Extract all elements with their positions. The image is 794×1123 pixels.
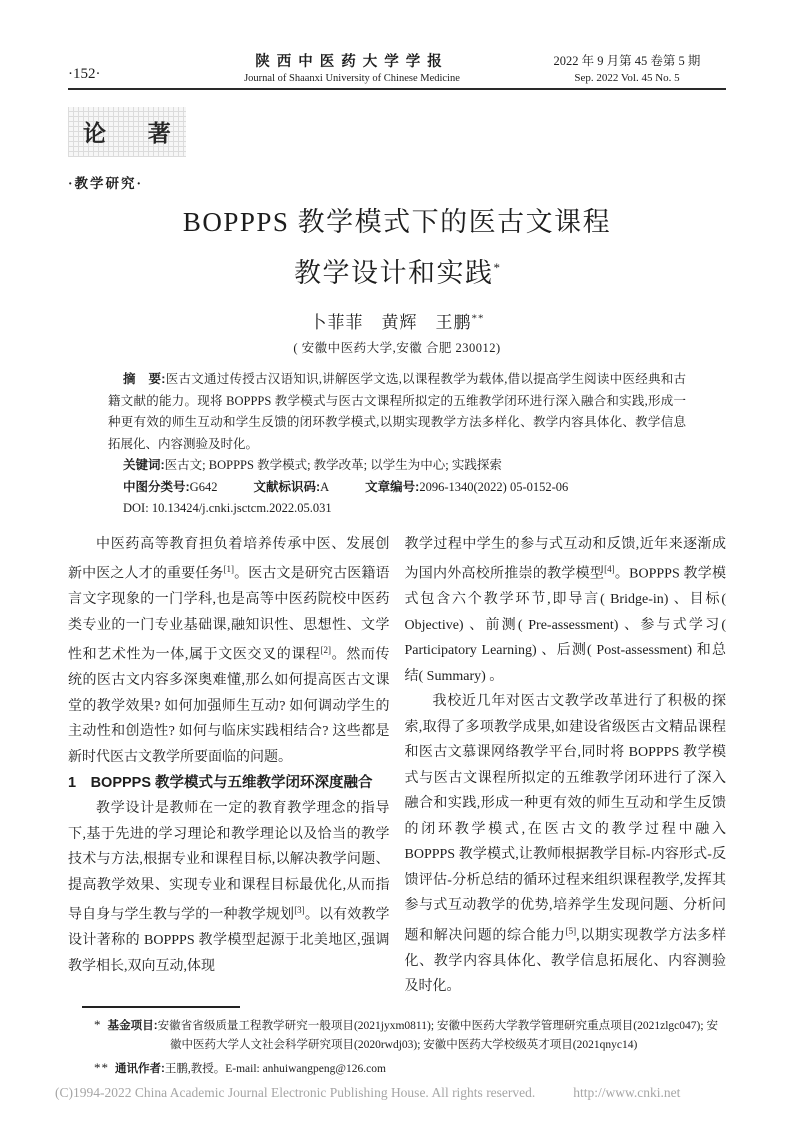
footnote-separator xyxy=(82,1006,240,1008)
fund-footnote-mark: * xyxy=(94,1016,102,1032)
article-title-line2: 教学设计和实践* xyxy=(294,258,500,288)
doc-code-label: 文献标识码: xyxy=(253,479,321,494)
issue-info-en: Sep. 2022 Vol. 45 No. 5 xyxy=(574,72,680,84)
corresponding-footnote xyxy=(94,1058,718,1080)
corresponding-footnote-label: 通讯作者: xyxy=(115,1062,165,1075)
abstract-label: 摘 要: xyxy=(123,372,166,386)
body-right-column xyxy=(405,532,727,1000)
title-footnote-mark: * xyxy=(493,260,500,275)
affiliation: ( 安徽中医药大学,安徽 合肥 230012) xyxy=(293,341,501,355)
section-heading: 1 BOPPPS 教学模式与五维教学闭环深度融合 xyxy=(68,775,373,792)
article-body xyxy=(68,532,726,1000)
page-number: ·152· xyxy=(68,66,101,82)
doi-line: DOI: 10.13424/j.cnki.jsctcm.2022.05.031 xyxy=(123,501,332,515)
authors: 卜菲菲 黄辉 王鹏 xyxy=(309,313,472,332)
paragraph: 教学过程中学生的参与式互动和反馈,近年来逐渐成为国内外高校所推崇的教学模型[4]。BOPPPS 教学模式包含六个教学环节,即导言( Bridge-in) 、目标( Objective) 、前测( Pre-assessment) 、参与式学习( Participatory Learning) 、后测( Post-assessment) 和总结( Summary) 。 xyxy=(404,536,727,684)
body-left-column xyxy=(68,532,390,1000)
journal-title-block xyxy=(176,50,528,84)
corresponding-footnote-mark: ** xyxy=(94,1059,109,1075)
clc-label: 中图分类号: xyxy=(123,479,190,494)
fund-footnote-text: 安徽省省级质量工程教学研究一般项目(2021jyxm0811); 安徽中医药大学教学管理研究重点项目(2021zlgc047); 安徽中医药大学人文社会科学研究项目(2020rwdj03); 安徽中医药大学校级英才项目(2021qnyc14) xyxy=(157,1019,718,1052)
article-title xyxy=(68,200,726,296)
footer-url: http://www.cnki.net xyxy=(573,1085,681,1100)
keywords-paragraph xyxy=(108,455,686,477)
abstract-text: 医古文通过传授古汉语知识,讲解医学文选,以课程教学为载体,借以提高学生阅读中医经典和古籍文献的能力。现将 BOPPPS 教学模式与医古文课程所拟定的五维教学闭环进行深入融合和实践,形成一种更有效的师生互动和学生反馈的闭环教学模式,以期实现教学方法多样化、教学内容具体化、教学信息拓展化、内容测验及时化。 xyxy=(108,372,686,451)
article-meta xyxy=(108,369,686,520)
paragraph: 中医药高等教育担负着培养传承中医、发展创新中医之人才的重要任务[1]。医古文是研究古医籍语言文字现象的一门学科,也是高等中医药院校中医药类专业的一门专业基础课,融知识性、思想性、文学性和艺术性为一体,属于文医交叉的课程[2]。然而传统的医古文内容多深奥难懂,那么如何提高医古文课堂的教学效果? 如何加强师生互动? 如何调动学生的主动性和创造性? 如何与临床实践相结合? 这些都是新时代医古文教学所要面临的问题。 xyxy=(68,536,390,765)
column-marker: ·教学研究· xyxy=(68,176,144,191)
issue-info-cn: 2022 年 9 月第 45 卷第 5 期 xyxy=(553,54,701,68)
article-title-line1: BOPPPS 教学模式下的医古文课程 xyxy=(182,207,612,237)
paragraph: 教学设计是教师在一定的教育教学理念的指导下,基于先进的学习理论和教学理论以及恰当的教学技术与方法,根据专业和课程目标,以解决教学问题、提高教学效果、实现专业和课程目标最优化,从而指导自身与学生教与学的一种教学规划[3]。以有效教学设计著称的 BOPPPS 教学模型起源于北美地区,强调教学相长,双向互动,体现 xyxy=(68,801,390,974)
doc-code-value: A xyxy=(320,479,330,494)
classification-paragraph xyxy=(108,477,686,499)
page-header xyxy=(68,50,726,90)
article-id-label: 文章编号: xyxy=(365,479,420,494)
section-badge: 论 著 xyxy=(68,107,186,157)
clc-value: G642 xyxy=(189,479,218,494)
fund-footnote xyxy=(94,1015,718,1056)
paragraph: 我校近几年对医古文教学改革进行了积极的探索,取得了多项教学成果,如建设省级医古文精品课程和医古文慕课网络教学平台,同时将 BOPPPS 教学模式与医古文课程所拟定的五维教学闭环进行了深入融合和实践,形成一种更有效的师生互动和学生反馈的闭环教学模式,在医古文的教学过程中融入 BOPPPS 教学模式,让教师根据教学目标-内容形式-反馈评估-分析总结的循环过程来组织课程教学,发挥其参与式互动教学的优势,培养学生发现问题、分析问题和解决问题的综合能力[5],以期实现教学方法多样化、教学内容具体化、教学信息拓展化、内容测验及时化。 xyxy=(404,694,727,995)
keywords-label: 关键词: xyxy=(123,458,165,472)
corresponding-footnote-text: 王鹏,教授。E-mail: anhuiwangpeng@126.com xyxy=(164,1062,386,1075)
authors-line xyxy=(68,308,726,333)
cnki-footer xyxy=(55,1085,754,1101)
footnotes xyxy=(68,1015,726,1080)
abstract-paragraph xyxy=(108,369,686,455)
journal-title-en: Journal of Shaanxi University of Chinese Medicine xyxy=(244,73,460,84)
footer-copyright: (C)1994-2022 China Academic Journal Electronic Publishing House. All rights reserved. xyxy=(55,1085,536,1100)
article-id-value: 2096-1340(2022) 05-0152-06 xyxy=(419,479,569,494)
journal-title-cn: 陕西中医药大学学报 xyxy=(255,54,449,70)
fund-footnote-label: 基金项目: xyxy=(107,1019,158,1032)
keywords-text: 医古文; BOPPPS 教学模式; 教学改革; 以学生为中心; 实践探索 xyxy=(164,458,502,472)
corresponding-author-mark: ** xyxy=(471,312,485,325)
issue-info-block xyxy=(528,51,726,84)
